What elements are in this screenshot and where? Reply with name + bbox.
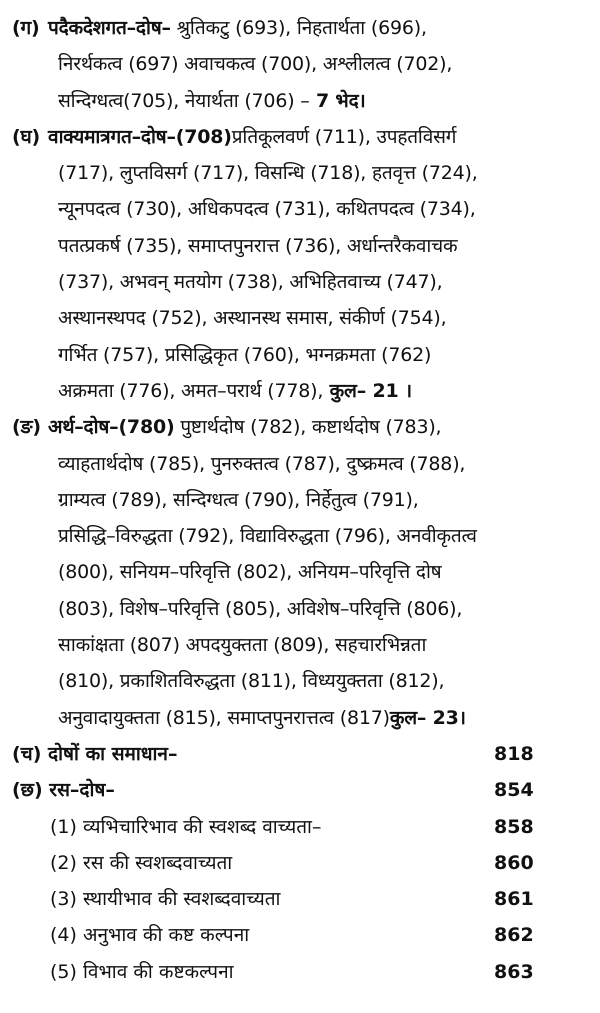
section-line: (810), प्रकाशितविरुद्धता (811), विध्ययुक्तता (812), (58, 670, 445, 693)
section-heading: वाक्यमात्रगत–दोष–(708) (48, 125, 232, 148)
section-heading: (च) दोषों का समाधान– (12, 742, 178, 765)
section-line: ग्राम्यत्व (789), सन्दिग्धत्व (790), निर्हेतुत्व (791), (58, 488, 419, 511)
section-text: प्रतिकूलवर्ण (711), उपहतविसर्ग (231, 125, 457, 148)
section-ga-line-3 (12, 83, 586, 119)
section-count: 7 भेद। (309, 89, 366, 112)
section-text: अनुवादायुक्तता (815), समाप्तपुनरात्तत्व (817) (58, 706, 390, 729)
section-gha-line-1 (12, 119, 586, 155)
list-item (12, 845, 586, 881)
list-item (12, 917, 586, 953)
section-cha (12, 736, 586, 772)
section-chha (12, 772, 586, 808)
section-nga (12, 409, 586, 736)
item-label: (4) अनुभाव की कष्ट कल्पना (50, 924, 250, 947)
section-marker: (ग) (12, 17, 40, 39)
page-number: 854 (494, 779, 534, 802)
list-item (12, 881, 586, 917)
section-marker: (ङ) (12, 416, 41, 439)
section-gha (12, 119, 586, 409)
section-line: (803), विशेष–परिवृत्ति (805), अविशेष–परिवृत्ति (806), (58, 597, 463, 620)
section-heading: पदैकदेशगत–दोष– (48, 17, 171, 39)
section-line: पतत्प्रकर्ष (735), समाप्तपुनरात्त (736), अर्धान्तरैकवाचक (58, 234, 458, 257)
section-marker: (घ) (12, 125, 40, 148)
page-number: 860 (494, 851, 534, 874)
section-line: (717), लुप्तविसर्ग (717), विसन्धि (718), हतवृत्त (724), (58, 162, 478, 185)
section-line: गर्भित (757), प्रसिद्धिकृत (760), भग्नक्रमता (762) (58, 343, 432, 366)
section-line: अस्थानस्थपद (752), अस्थानस्थ समास, संकीर्ण (754), (58, 307, 447, 330)
page-number: 818 (494, 742, 534, 765)
section-heading: अर्थ–दोष–(780) (48, 416, 175, 439)
section-line: साकांक्षता (807) अपदयुक्तता (809), सहचारभिन्नता (58, 634, 427, 657)
page-number: 862 (494, 924, 534, 947)
item-label: (2) रस की स्वशब्दवाच्यता (50, 851, 233, 874)
section-heading: (छ) रस–दोष– (12, 779, 115, 802)
section-ga-line-2: निरर्थकत्व (697) अवाचकत्व (700), अश्लीलत्व (702), (58, 53, 453, 76)
section-text: पुष्टार्थदोष (782), कष्टार्थदोष (783), (174, 416, 442, 439)
item-label: (3) स्थायीभाव की स्वशब्दवाच्यता (50, 888, 281, 911)
section-gha-last-line (12, 373, 586, 409)
list-item (12, 954, 586, 990)
section-ga-line-1 (12, 10, 586, 46)
section-text: श्रुतिकटु (693), निहतार्थता (696), (170, 17, 427, 39)
section-text: सन्दिग्धत्व(705), नेयार्थता (706) – (58, 89, 310, 112)
section-total: कुल– 23। (389, 706, 466, 729)
section-line: (737), अभवन् मतयोग (738), अभिहितवाच्य (747), (58, 271, 443, 294)
page-number: 861 (494, 888, 534, 911)
list-item (12, 809, 586, 845)
section-total: कुल– 21 । (323, 379, 412, 402)
section-nga-last-line (12, 700, 586, 736)
item-label: (5) विभाव की कष्टकल्पना (50, 960, 234, 983)
section-nga-line-1 (12, 409, 586, 445)
section-line: प्रसिद्धि–विरुद्धता (792), विद्याविरुद्धता (796), अनवीकृतत्व (58, 525, 477, 548)
section-ga (12, 10, 586, 119)
page-number: 863 (494, 960, 534, 983)
section-line: न्यूनपदत्व (730), अधिकपदत्व (731), कथितपदत्व (734), (58, 198, 476, 221)
section-line: व्याहतार्थदोष (785), पुनरुक्तत्व (787), दुष्क्रमत्व (788), (58, 452, 466, 475)
section-text: अक्रमता (776), अमत–परार्थ (778), (58, 379, 324, 402)
item-label: (1) व्यभिचारिभाव की स्वशब्द वाच्यता– (50, 815, 322, 838)
page-number: 858 (494, 815, 534, 838)
section-line: (800), सनियम–परिवृत्ति (802), अनियम–परिवृत्ति दोष (58, 561, 442, 584)
